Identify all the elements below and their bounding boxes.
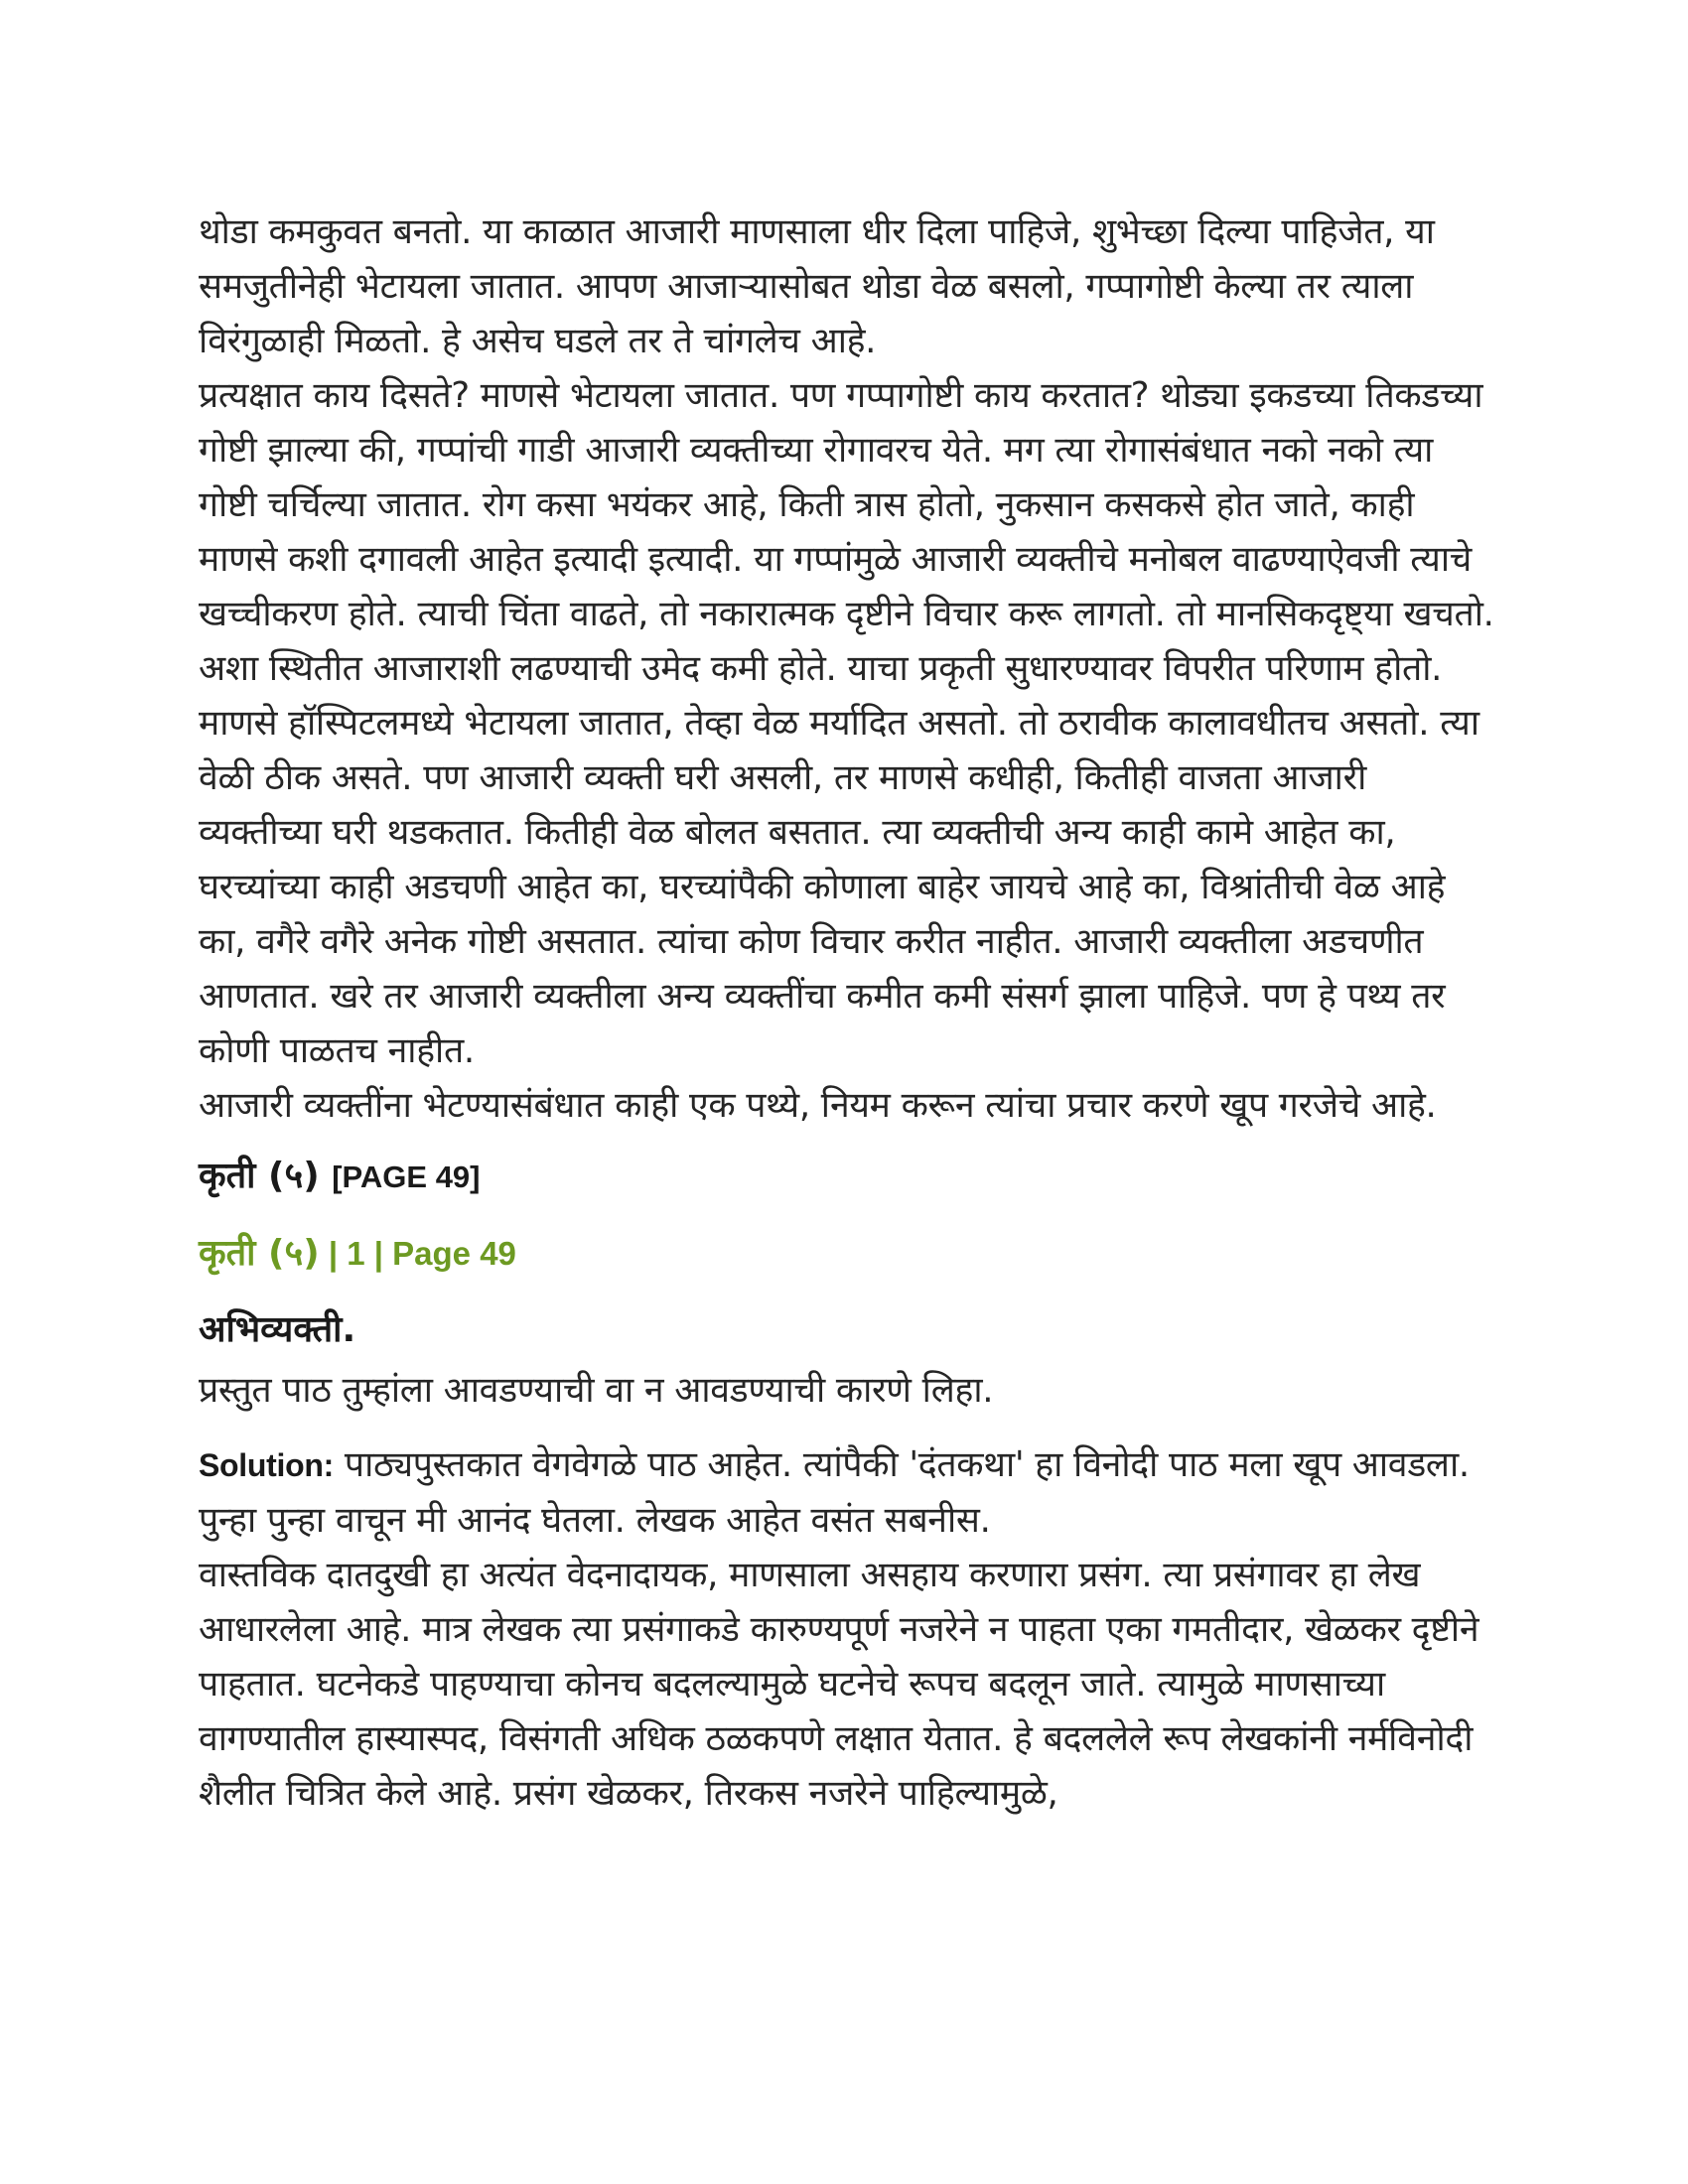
paragraph-3: माणसे हॉस्पिटलमध्ये भेटायला जातात, तेव्हा वेळ मर्यादित असतो. तो ठरावीक कालावधीतच असतो. त्या वेळी ठीक असते. पण आजारी व्यक्ती घरी असली, तर माणसे कधीही, कितीही वाजता आजारी व्यक्तीच्या घरी थडकतात. कितीही वेळ बोलत बसतात. त्या व्यक्तीची अन्य काही कामे आहेत का, घरच्यांच्या काही अडचणी आहेत का, घरच्यांपैकी कोणाला बाहेर जायचे आहे का, विश्रांतीची वेळ आहे का, वगैरे वगैरे अनेक गोष्टी असतात. त्यांचा कोण विचार करीत नाहीत. आजारी व्यक्तीला अडचणीत आणतात. खरे तर आजारी व्यक्तीला अन्य व्यक्तींचा कमीत कमी संसर्ग झाला पाहिजे. पण हे पथ्य तर कोणी पाळतच नाहीत. [199,703,1479,1071]
paragraph-1: थोडा कमकुवत बनतो. या काळात आजारी माणसाला धीर दिला पाहिजे, शुभेच्छा दिल्या पाहिजेत, या समजुतीनेही भेटायला जातात. आपण आजाऱ्यासोबत थोडा वेळ बसलो, गप्पागोष्टी केल्या तर त्याला विरंगुळाही मिळतो. हे असेच घडले तर ते चांगलेच आहे. [199,211,1435,361]
document-page [199,205,1499,1821]
solution-block [199,1437,1499,1821]
paragraph-2: प्रत्यक्षात काय दिसते? माणसे भेटायला जातात. पण गप्पागोष्टी काय करतात? थोड्या इकडच्या तिकडच्या गोष्टी झाल्या की, गप्पांची गाडी आजारी व्यक्तीच्या रोगावरच येते. मग त्या रोगासंबंधात नको नको त्या गोष्टी चर्चिल्या जातात. रोग कसा भयंकर आहे, किती त्रास होतो, नुकसान कसकसे होत जाते, काही माणसे कशी दगावली आहेत इत्यादी इत्यादी. या गप्पांमुळे आजारी व्यक्तीचे मनोबल वाढण्याऐवजी त्याचे खच्चीकरण होते. त्याची चिंता वाढते, तो नकारात्मक दृष्टीने विचार करू लागतो. तो मानसिकदृष्ट्या खचतो. अशा स्थितीत आजाराशी लढण्याची उमेद कमी होते. याचा प्रकृती सुधारण्यावर विपरीत परिणाम होतो. [199,375,1494,689]
solution-label: Solution: [199,1447,334,1483]
section-heading [199,1149,1499,1204]
question-heading [199,1226,1499,1281]
question-subheading: अभिव्यक्ती. [199,1309,356,1350]
solution-paragraph-2: वास्तविक दातदुखी हा अत्यंत वेदनादायक, माणसाला असहाय करणारा प्रसंग. त्या प्रसंगावर हा लेख आधारलेला आहे. मात्र लेखक त्या प्रसंगाकडे कारुण्यपूर्ण नजरेने न पाहता एका गमतीदार, खेळकर दृष्टीने पाहतात. घटनेकडे पाहण्याचा कोनच बदलल्यामुळे घटनेचे रूपच बदलून जाते. त्यामुळे माणसाच्या वागण्यातील हास्यास्पद, विसंगती अधिक ठळकपणे लक्षात येतात. हे बदललेले रूप लेखकांनी नर्मविनोदी शैलीत चित्रित केले आहे. प्रसंग खेळकर, तिरकस नजरेने पाहिल्यामुळे, [199,1555,1479,1814]
question-text: प्रस्तुत पाठ तुम्हांला आवडण्याची वा न आवडण्याची कारणे लिहा. [199,1370,994,1411]
section-heading-label: कृती (५) [199,1156,320,1196]
question-heading-kruti: कृती (५) [199,1233,320,1274]
paragraph-4: आजारी व्यक्तींना भेटण्यासंबंधात काही एक पथ्ये, नियम करून त्यांचा प्रचार करणे खूप गरजेचे आहे. [199,1085,1437,1126]
question-heading-page: | 1 | Page 49 [319,1235,516,1272]
solution-text-1: पाठ्यपुस्तकात वेगवेगळे पाठ आहेत. त्यांपैकी 'दंतकथा' हा विनोदी पाठ मला खूप आवडला. पुन्हा पुन्हा वाचून मी आनंद घेतला. लेखक आहेत वसंत सबनीस. [199,1444,1470,1541]
solution-paragraph-1 [199,1437,1499,1548]
section-heading-page-tag: [PAGE 49] [332,1160,481,1194]
